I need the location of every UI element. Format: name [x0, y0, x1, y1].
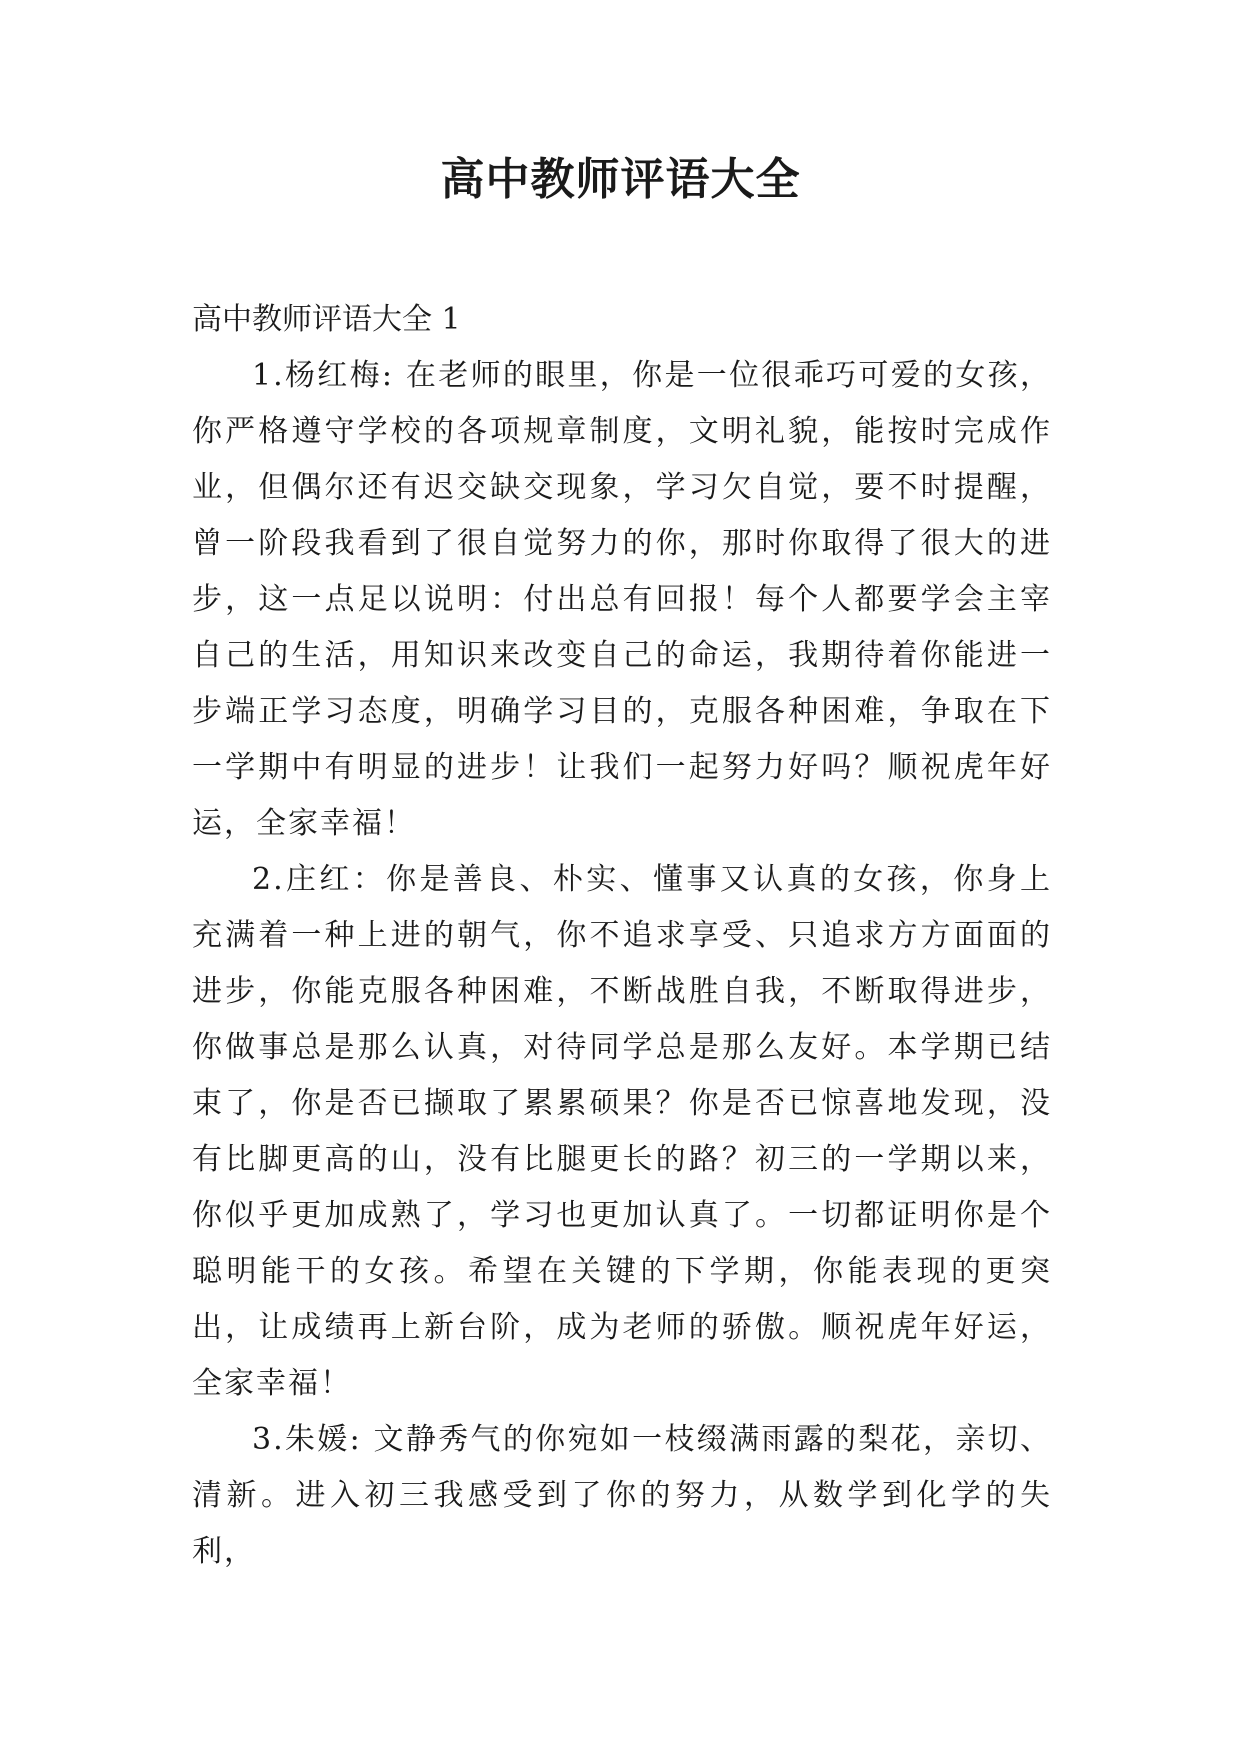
comment-paragraph-1: 1.杨红梅: 在老师的眼里，你是一位很乖巧可爱的女孩，你严格遵守学校的各项规章制度，文明礼貌，能按时完成作业，但偶尔还有迟交缺交现象，学习欠自觉，要不时提醒，曾一阶段我看到了很自觉努力的你，那时你取得了很大的进步，这一点足以说明：付出总有回报！每个人都要学会主宰自己的生活，用知识来改变自己的命运，我期待着你能进一步端正学习态度，明确学习目的，克服各种困难，争取在下一学期中有明显的进步！让我们一起努力好吗？顺祝虎年好运，全家幸福！ — [192, 358, 1052, 841]
document-body — [192, 292, 1052, 1580]
document-title: 高中教师评语大全 — [440, 154, 801, 205]
section-heading: 高中教师评语大全 1 — [192, 302, 461, 337]
comment-paragraph-3: 3.朱媛: 文静秀气的你宛如一枝缀满雨露的梨花，亲切、清新。进入初三我感受到了你的努力，从数学到化学的失利， — [192, 1422, 1052, 1569]
comment-paragraph-2: 2.庄红：你是善良、朴实、懂事又认真的女孩，你身上充满着一种上进的朝气，你不追求享受、只追求方方面面的进步，你能克服各种困难，不断战胜自我，不断取得进步，你做事总是那么认真，对待同学总是那么友好。本学期已结束了，你是否已撷取了累累硕果？你是否已惊喜地发现，没有比脚更高的山，没有比腿更长的路？初三的一学期以来，你似乎更加成熟了，学习也更加认真了。一切都证明你是个聪明能干的女孩。希望在关键的下学期，你能表现的更突出，让成绩再上新台阶，成为老师的骄傲。顺祝虎年好运，全家幸福！ — [192, 862, 1052, 1401]
